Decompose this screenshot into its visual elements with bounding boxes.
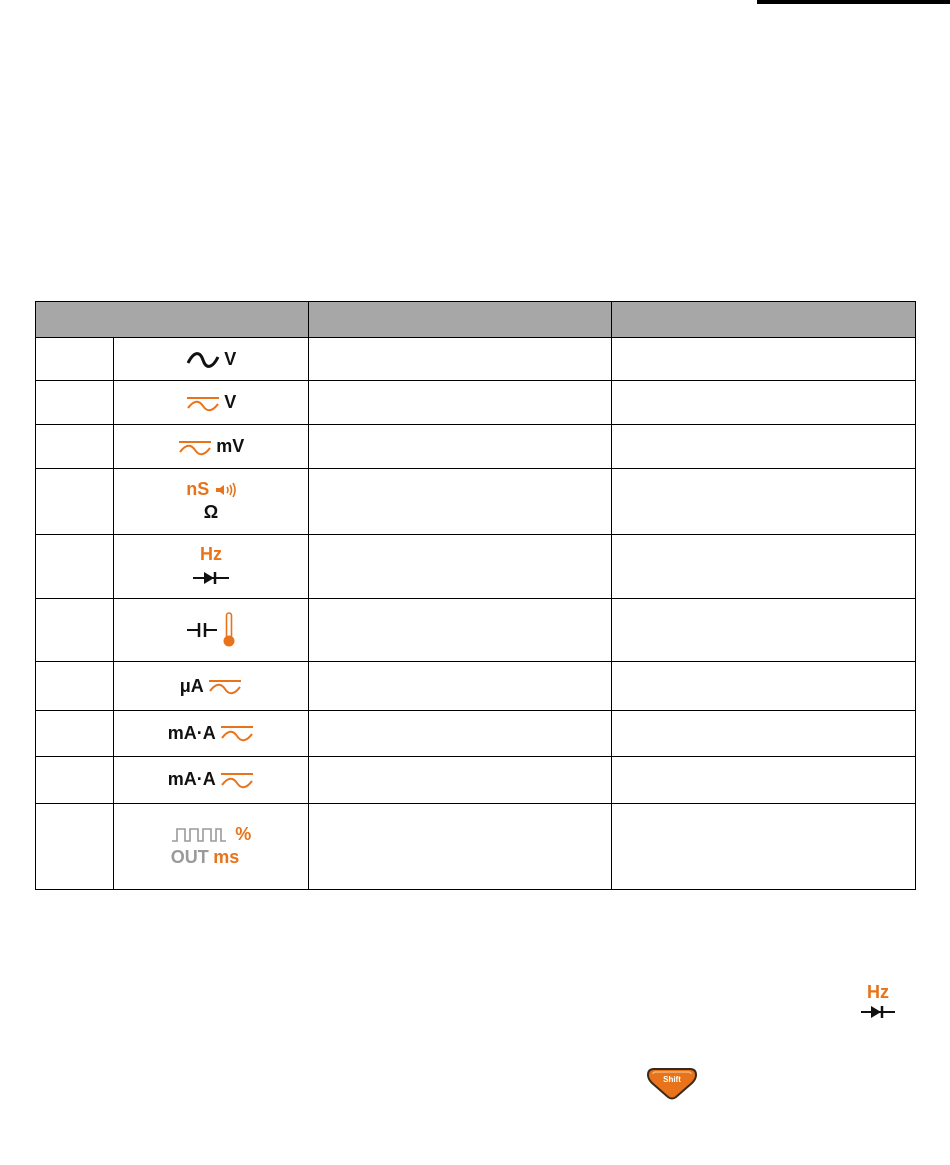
index-cell	[36, 425, 114, 469]
index-cell	[36, 757, 114, 804]
ac-dc-icon	[208, 678, 242, 696]
unit-label: nS	[186, 478, 210, 499]
symbol-cell	[114, 425, 309, 469]
index-cell	[36, 804, 114, 890]
description-cell	[612, 338, 916, 381]
table-row	[36, 711, 916, 757]
description-cell	[612, 381, 916, 425]
index-cell	[36, 535, 114, 599]
unit-label: V	[224, 348, 237, 369]
table-row	[36, 425, 916, 469]
function-cell	[309, 711, 612, 757]
unit-label: Hz	[867, 982, 889, 1002]
symbol-cell	[114, 804, 309, 890]
description-cell	[612, 425, 916, 469]
header-cell-description	[612, 302, 916, 338]
symbol-cell	[114, 338, 309, 381]
description-cell	[612, 599, 916, 662]
unit-label: %	[235, 823, 252, 844]
table-row	[36, 599, 916, 662]
unit-label: μA	[179, 675, 204, 696]
function-cell	[309, 599, 612, 662]
table-row	[36, 662, 916, 711]
table-row	[36, 535, 916, 599]
diode-icon	[860, 1004, 896, 1020]
description-cell	[612, 711, 916, 757]
description-cell	[612, 804, 916, 890]
diode-icon	[192, 570, 230, 586]
function-cell	[309, 381, 612, 425]
ac-dc-icon	[220, 724, 254, 744]
table-row	[36, 381, 916, 425]
unit-label: mV	[216, 436, 245, 456]
unit-label: mA·A	[167, 722, 216, 743]
unit-label: mA·A	[167, 769, 216, 790]
description-cell	[612, 535, 916, 599]
rotary-switch-table	[35, 301, 916, 890]
function-cell	[309, 338, 612, 381]
index-cell	[36, 711, 114, 757]
description-cell	[612, 662, 916, 711]
square-wave-icon	[171, 827, 227, 843]
unit-label: Hz	[200, 544, 222, 564]
description-cell	[612, 757, 916, 804]
continuity-beeper-icon	[214, 482, 236, 498]
index-cell	[36, 381, 114, 425]
ac-dc-icon	[220, 771, 254, 791]
symbol-cell	[114, 599, 309, 662]
header-cell-position	[36, 302, 309, 338]
index-cell	[36, 662, 114, 711]
function-cell	[309, 535, 612, 599]
symbol-cell	[114, 469, 309, 535]
table-header-row	[36, 302, 916, 338]
unit-label: Ω	[203, 501, 219, 522]
table-row	[36, 338, 916, 381]
index-cell	[36, 599, 114, 662]
function-cell	[309, 469, 612, 535]
symbol-cell	[114, 535, 309, 599]
table-row	[36, 757, 916, 804]
table-row	[36, 804, 916, 890]
symbol-cell	[114, 662, 309, 711]
ac-dc-icon	[186, 395, 220, 413]
ac-sine-icon	[186, 352, 220, 368]
unit-label: V	[224, 392, 237, 412]
header-rule	[757, 0, 950, 4]
table-row	[36, 469, 916, 535]
symbol-cell	[114, 711, 309, 757]
thermometer-icon	[222, 612, 236, 648]
function-cell	[309, 425, 612, 469]
function-cell	[309, 757, 612, 804]
capacitor-icon	[186, 622, 218, 638]
shift-key-label: Shift	[663, 1075, 681, 1084]
symbol-cell	[114, 757, 309, 804]
shift-key-icon	[645, 1066, 699, 1102]
description-cell	[612, 469, 916, 535]
symbol-cell	[114, 381, 309, 425]
index-cell	[36, 469, 114, 535]
header-cell-function	[309, 302, 612, 338]
function-cell	[309, 804, 612, 890]
unit-label: ms	[213, 846, 240, 867]
hz-diode-key-symbol	[858, 982, 898, 1021]
index-cell	[36, 338, 114, 381]
ac-dc-icon	[178, 439, 212, 457]
unit-label: OUT	[170, 846, 209, 867]
function-cell	[309, 662, 612, 711]
